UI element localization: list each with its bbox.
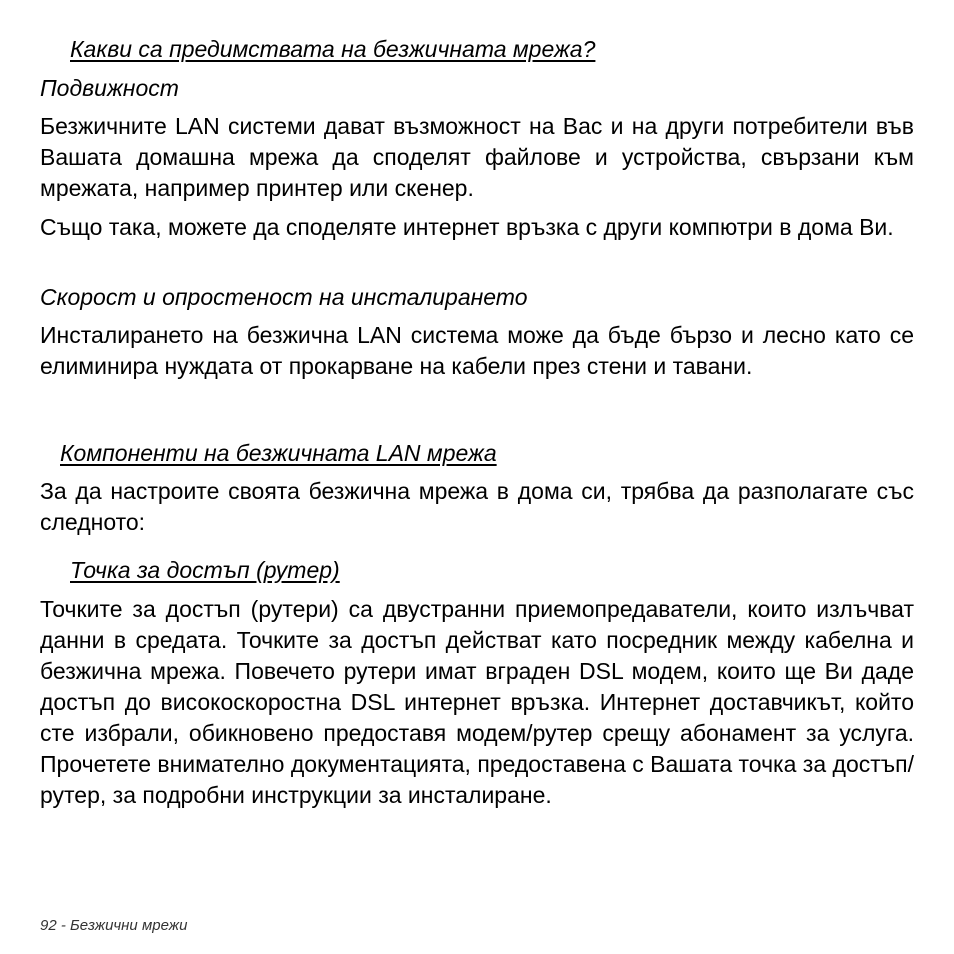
- paragraph-access-point-1: Точките за достъп (рутери) са двустранни приемопредаватели, които излъчват данни в средата. Точките за достъп действат като посредник между кабелна и безжична мрежа. Повечето рутери имат вграден DSL модем, които ще Ви даде достъп до високоскоростна DSL интернет връзка. Интернет доставчикът, който сте избрали, обикновено предоставя модем/рутер срещу абонамент за услуга. Прочетете внимателно документацията, предоставена с Вашата точка за достъп/рутер, за подробни инструкции за инсталиране.: [40, 596, 914, 808]
- subheading-mobility: Подвижност: [40, 75, 179, 101]
- heading-access-point: Точка за достъп (рутер): [70, 557, 340, 583]
- paragraph-components-1: За да настроите своята безжична мрежа в дома си, трябва да разполагате със следното:: [40, 478, 914, 535]
- paragraph-speed-1: Инсталирането на безжична LAN система може да бъде бързо и лесно като се елиминира нуждата от прокарване на кабели през стени и тавани.: [40, 322, 914, 379]
- subheading-speed: Скорост и опростеност на инсталирането: [40, 284, 528, 310]
- heading-advantages: Какви са предимствата на безжичната мрежа?: [70, 36, 596, 62]
- page-footer: 92 - Безжични мрежи: [40, 917, 188, 934]
- paragraph-mobility-1: Безжичните LAN системи дават възможност на Вас и на други потребители във Вашата домашна мрежа да споделят файлове и устройства, свързани към мрежата, например принтер или скенер.: [40, 113, 914, 201]
- paragraph-mobility-2: Също така, можете да споделяте интернет връзка с други компютри в дома Ви.: [40, 214, 894, 240]
- heading-components: Компоненти на безжичната LAN мрежа: [60, 440, 497, 466]
